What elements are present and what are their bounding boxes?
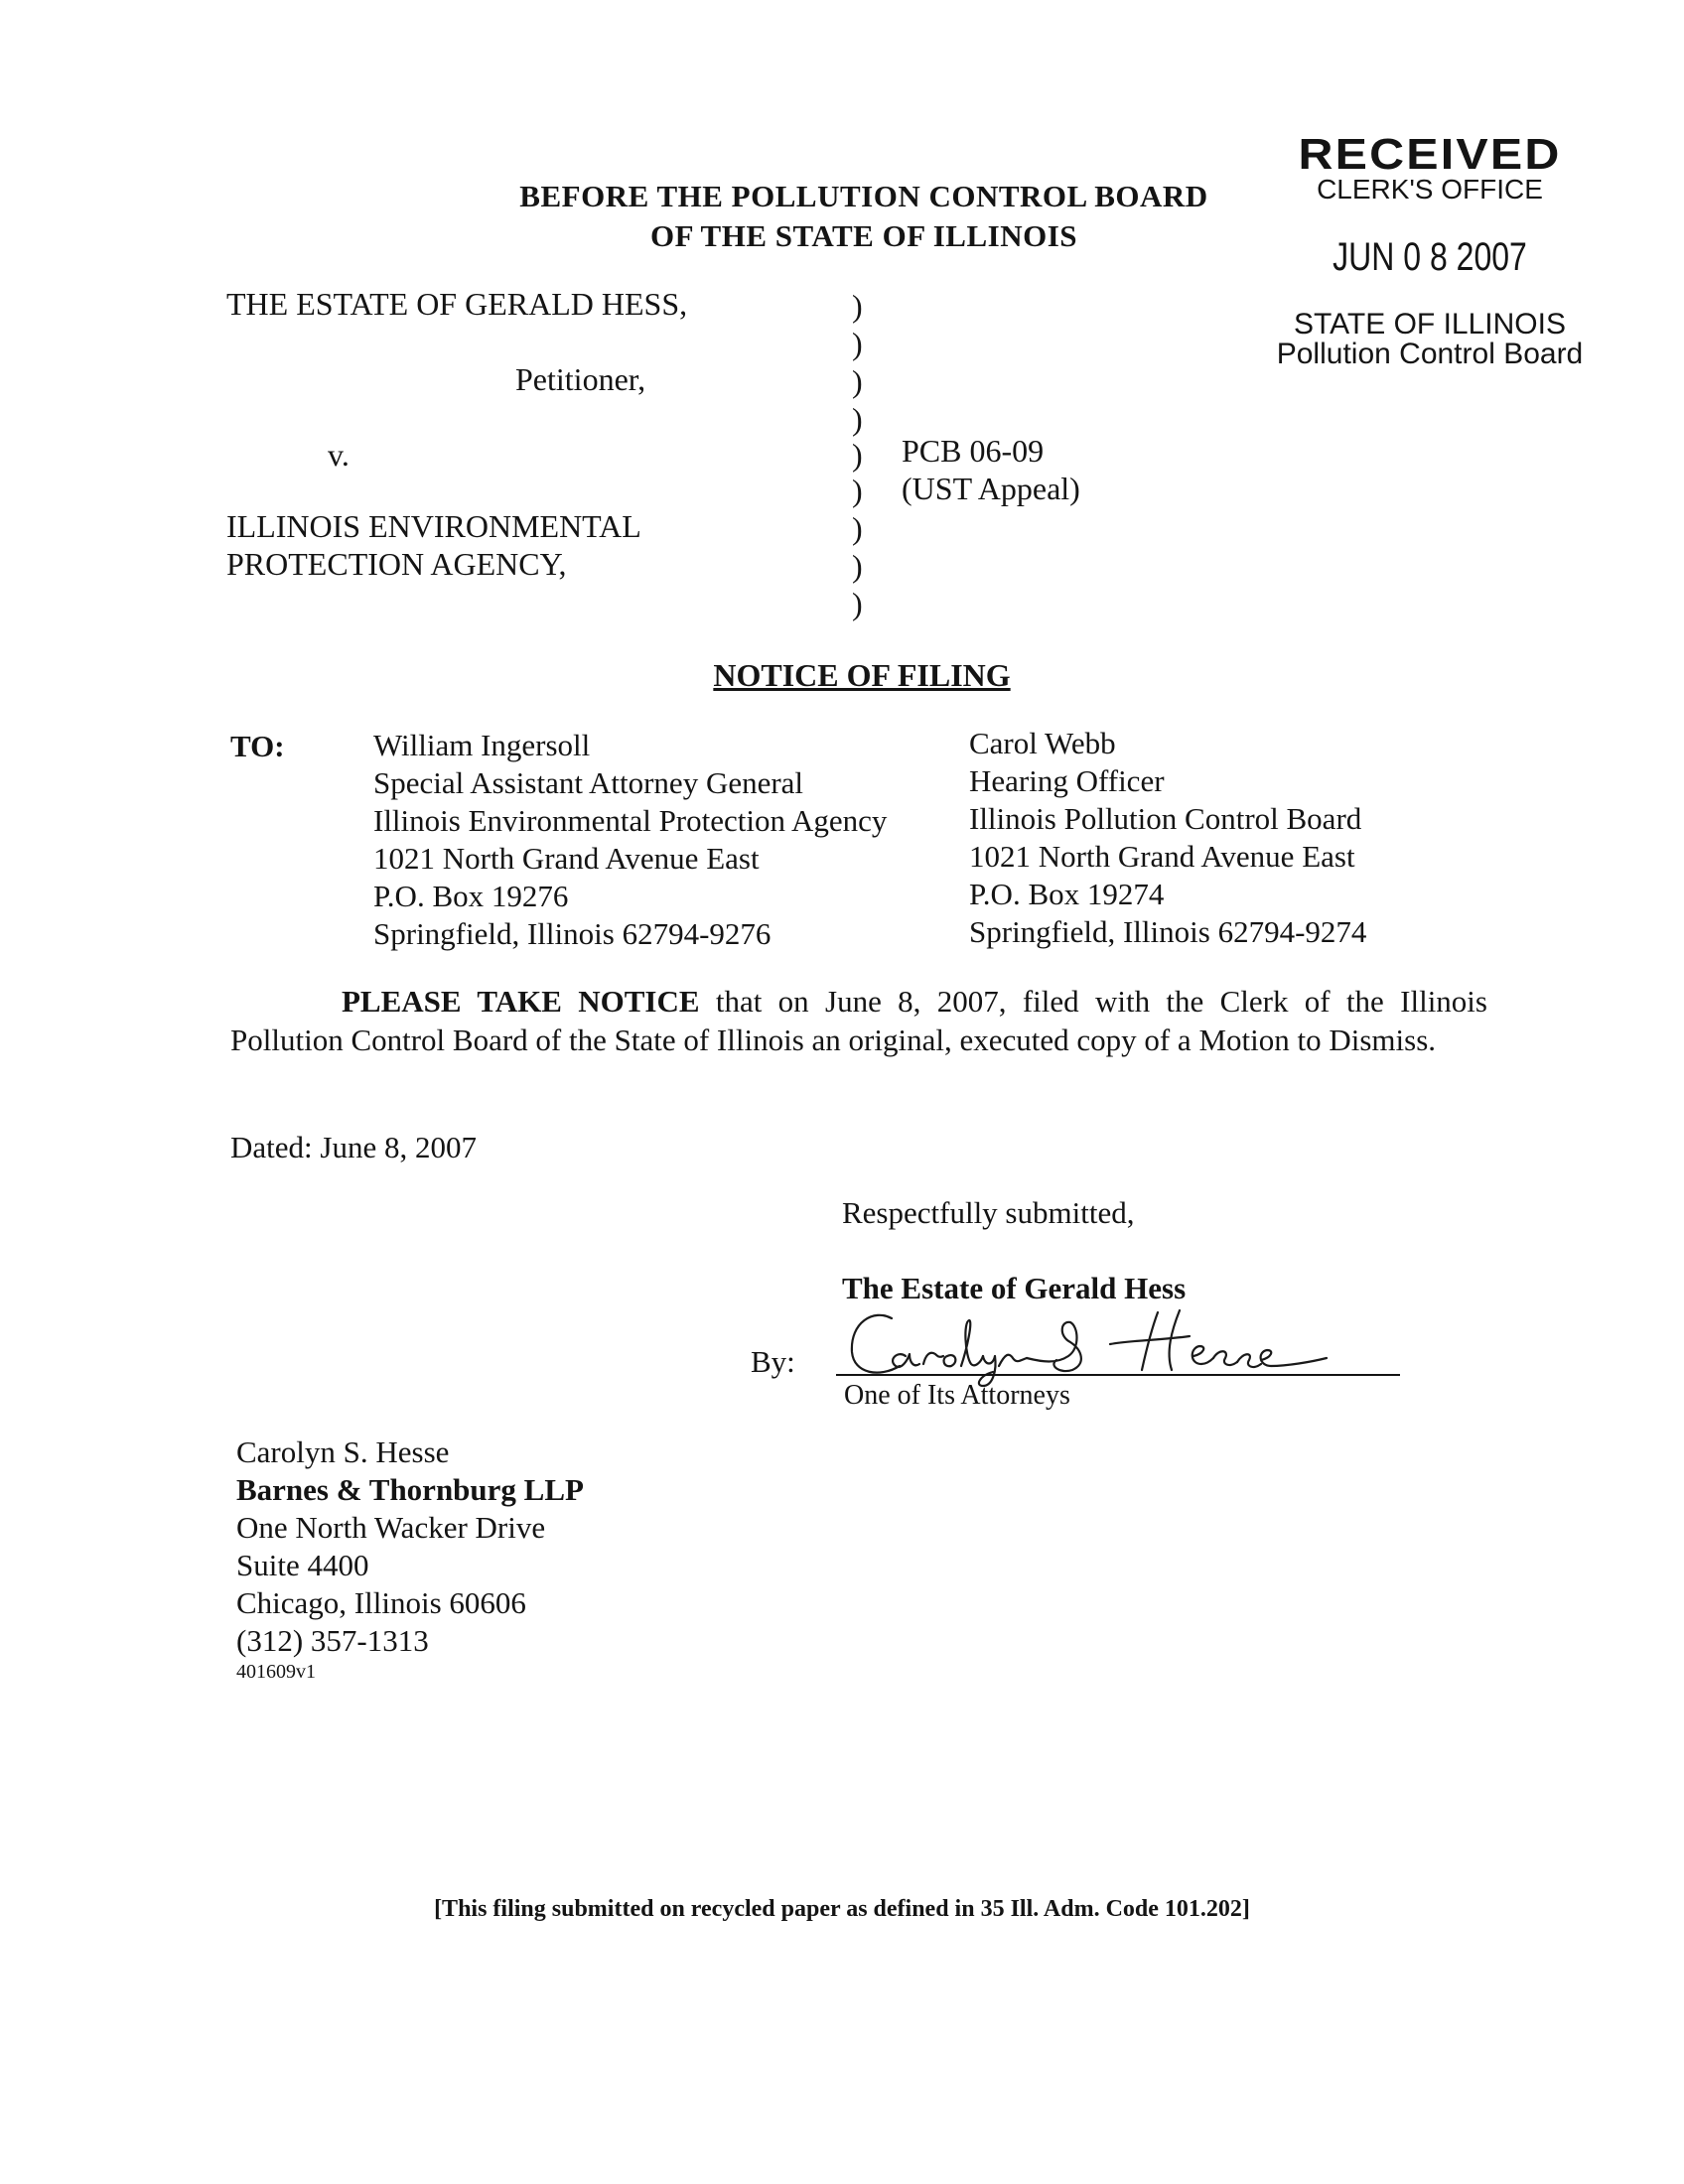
respondent-line-1: ILLINOIS ENVIRONMENTAL	[226, 508, 641, 544]
signing-party: The Estate of Gerald Hess	[842, 1271, 1187, 1305]
notice-body-bold: PLEASE TAKE NOTICE	[342, 984, 700, 1019]
attorney-phone: (312) 357-1313	[236, 1623, 429, 1658]
recipient-line: Hearing Officer	[969, 763, 1165, 798]
recipient-line: Illinois Environmental Protection Agency	[373, 803, 888, 838]
notice-body	[230, 983, 1487, 1059]
case-number: PCB 06-09	[902, 433, 1045, 469]
caption-paren: )	[852, 548, 863, 584]
recipient-address	[969, 725, 1366, 951]
attorney-firm: Barnes & Thornburg LLP	[236, 1472, 584, 1507]
notice-body-text: that on June 8, 2007, filed with the Clerk of the Illinois Pollution Control Board of the State of Illinois an original, executed copy of a Motion to Dismiss.	[230, 984, 1487, 1057]
handwritten-signature	[844, 1300, 1380, 1390]
recipient-line: William Ingersoll	[373, 728, 591, 762]
attorney-suite: Suite 4400	[236, 1548, 369, 1582]
recipient-address	[373, 727, 887, 953]
caption-paren: )	[852, 288, 863, 324]
caption-paren: )	[852, 326, 863, 361]
recipient-line: 1021 North Grand Avenue East	[373, 841, 760, 876]
caption-paren: )	[852, 586, 863, 621]
versus: v.	[328, 437, 350, 473]
heading-line-1: BEFORE THE POLLUTION CONTROL BOARD	[519, 179, 1208, 213]
stamp-state: STATE OF ILLINOIS	[1294, 308, 1566, 341]
stamp-date: JUN 0 8 2007	[1333, 235, 1527, 279]
notice-title: NOTICE OF FILING	[713, 657, 1011, 693]
document-id: 401609v1	[236, 1661, 316, 1683]
signer-role: One of Its Attorneys	[844, 1380, 1070, 1411]
caption-paren: )	[852, 473, 863, 508]
attorney-street: One North Wacker Drive	[236, 1510, 546, 1545]
received-stamp	[1261, 130, 1599, 370]
recipient-line: P.O. Box 19276	[373, 879, 569, 913]
caption-paren: )	[852, 401, 863, 437]
recipient-line: Special Assistant Attorney General	[373, 765, 804, 800]
recipient-line: Illinois Pollution Control Board	[969, 801, 1362, 836]
dated: Dated: June 8, 2007	[230, 1130, 477, 1164]
petitioner-role: Petitioner,	[515, 361, 646, 397]
respondent-line-2: PROTECTION AGENCY,	[226, 546, 567, 582]
to-label: TO:	[230, 729, 285, 763]
attorney-block	[236, 1433, 584, 1684]
caption-paren: )	[852, 510, 863, 546]
heading-line-2: OF THE STATE OF ILLINOIS	[649, 218, 1078, 253]
signature-line	[836, 1374, 1400, 1376]
stamp-clerk-office: CLERK'S OFFICE	[1317, 174, 1543, 205]
stamp-board: Pollution Control Board	[1276, 338, 1584, 370]
recipient-line: 1021 North Grand Avenue East	[969, 839, 1355, 874]
case-type: (UST Appeal)	[902, 471, 1080, 506]
recipient-line: P.O. Box 19274	[969, 877, 1165, 911]
caption-paren: )	[852, 437, 863, 473]
recipient-line: Springfield, Illinois 62794-9274	[969, 914, 1367, 949]
stamp-received: RECEIVED	[1298, 130, 1562, 179]
recipient-line: Springfield, Illinois 62794-9276	[373, 916, 772, 951]
petitioner-name: THE ESTATE OF GERALD HESS,	[226, 286, 688, 322]
attorney-name: Carolyn S. Hesse	[236, 1434, 450, 1469]
closing: Respectfully submitted,	[842, 1195, 1135, 1230]
attorney-city: Chicago, Illinois 60606	[236, 1585, 526, 1620]
by-label: By:	[751, 1344, 795, 1379]
caption-paren: )	[852, 363, 863, 399]
recycled-paper-note: [This filing submitted on recycled paper as defined in 35 Ill. Adm. Code 101.202]	[434, 1896, 1250, 1922]
recipient-line: Carol Webb	[969, 726, 1116, 760]
